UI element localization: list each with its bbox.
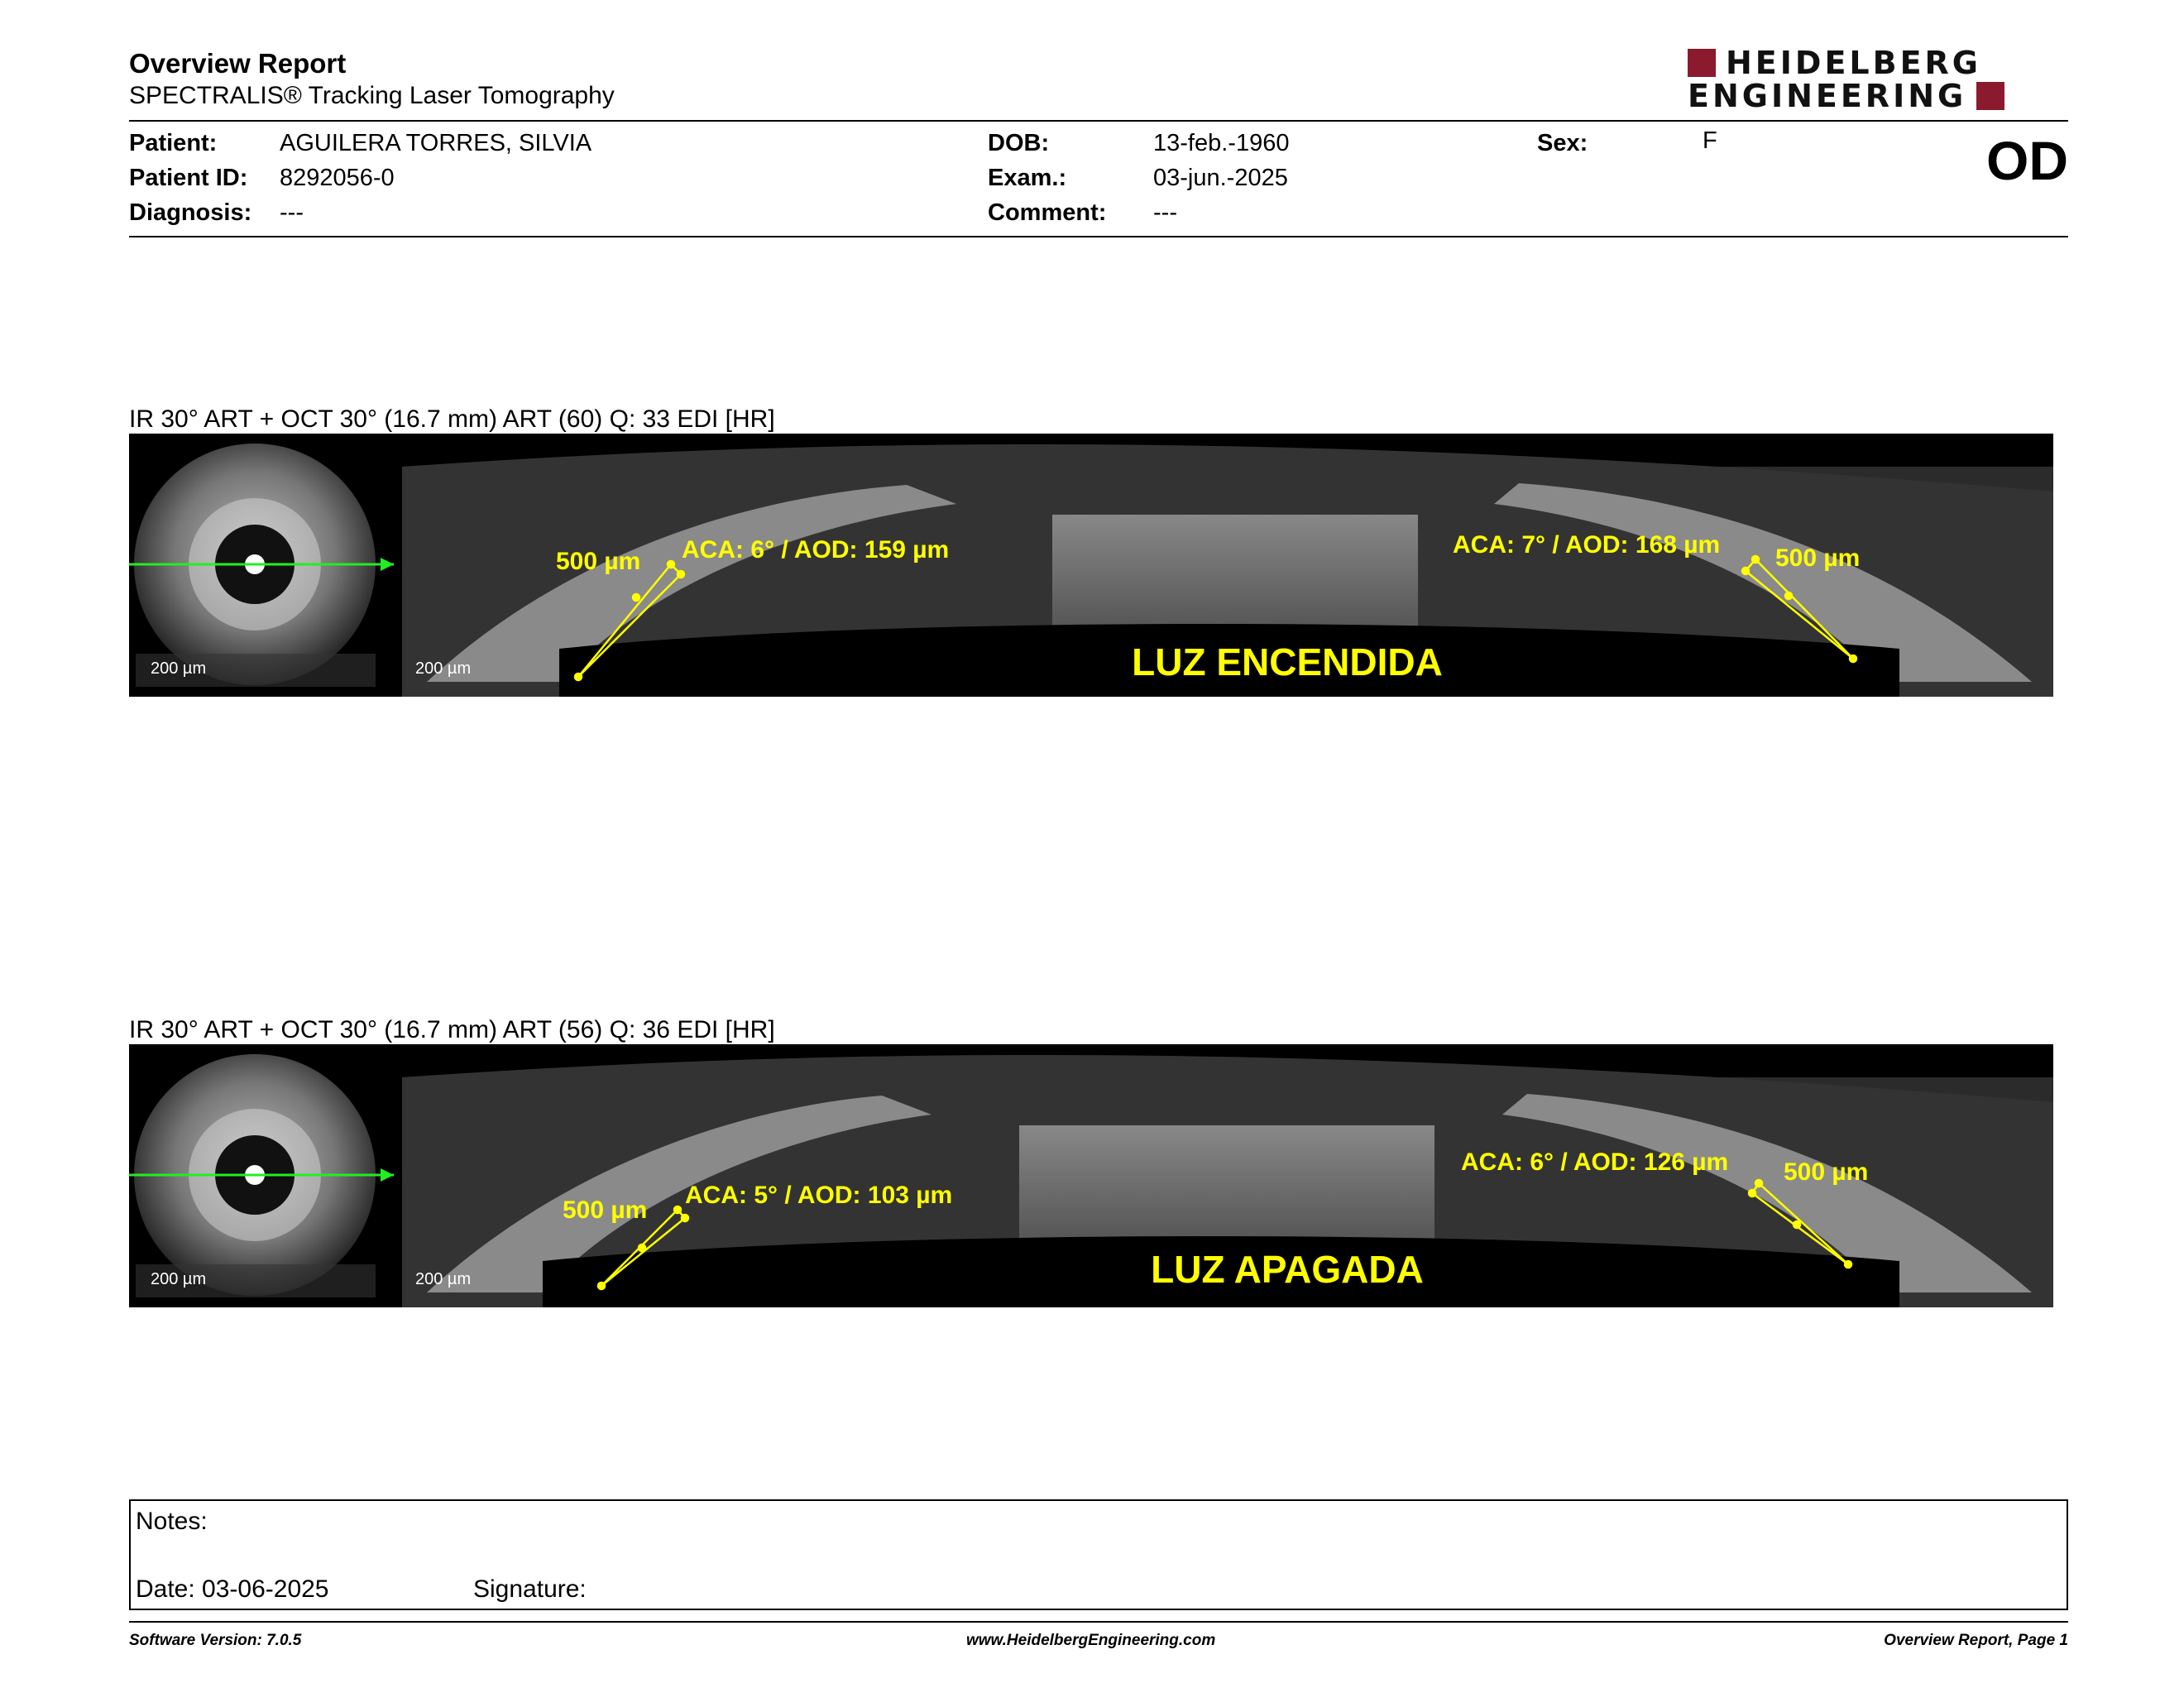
comment-label: Comment: xyxy=(988,199,1107,226)
patient-id-label: Patient ID: xyxy=(129,165,248,191)
patient-name: AGUILERA TORRES, SILVIA xyxy=(280,130,592,156)
eye-indicator: OD xyxy=(1986,130,2068,191)
diagnosis-value: --- xyxy=(280,199,304,226)
software-version: Software Version: 7.0.5 xyxy=(129,1632,302,1649)
right-angle-measure: ACA: 6° / AOD: 126 µm xyxy=(1461,1149,1729,1176)
patient-divider xyxy=(129,236,2068,237)
logo-square-icon xyxy=(1688,49,1716,77)
oct-scan-image xyxy=(129,434,2053,697)
right-angle-measure: ACA: 7° / AOD: 168 µm xyxy=(1453,531,1721,559)
left-distance-label: 500 µm xyxy=(556,548,641,575)
exam-label: Exam.: xyxy=(988,165,1067,191)
right-distance-label: 500 µm xyxy=(1784,1158,1869,1186)
diagnosis-label: Diagnosis: xyxy=(129,199,252,226)
heidelberg-logo xyxy=(1688,46,2068,117)
ir-image xyxy=(129,1054,394,1297)
exam-value: 03-jun.-2025 xyxy=(1153,165,1288,191)
notes-box[interactable] xyxy=(129,1499,2068,1610)
left-angle-measure: ACA: 6° / AOD: 159 µm xyxy=(682,536,950,563)
left-angle-measure: ACA: 5° / AOD: 103 µm xyxy=(685,1182,953,1209)
date-label: Date: 03-06-2025 xyxy=(136,1575,329,1603)
dob-label: DOB: xyxy=(988,130,1050,156)
website-link[interactable]: www.HeidelbergEngineering.com xyxy=(966,1632,1216,1649)
ir-scale-label: 200 µm xyxy=(151,659,207,678)
oct-scan-panel xyxy=(129,1044,2053,1307)
patient-label: Patient: xyxy=(129,130,218,156)
left-distance-label: 500 µm xyxy=(563,1196,648,1224)
scan-caption: LUZ ENCENDIDA xyxy=(1132,640,1443,683)
oct-scale-label: 200 µm xyxy=(415,659,472,678)
logo-line1: HEIDELBERG xyxy=(1726,45,1981,81)
logo-square-icon xyxy=(1976,82,2004,110)
oct-scale-label: 200 µm xyxy=(415,1270,472,1288)
ir-image xyxy=(129,444,394,687)
dob-value: 13-feb.-1960 xyxy=(1153,130,1290,156)
oct-scan-panel xyxy=(129,434,2053,697)
scan-title: IR 30° ART + OCT 30° (16.7 mm) ART (60) Q: 33 EDI [HR] xyxy=(129,405,775,433)
scan-caption: LUZ APAGADA xyxy=(1151,1248,1424,1291)
oct-scan-image xyxy=(129,1044,2053,1307)
scan-arrow-icon xyxy=(381,1168,394,1182)
scan-arrow-icon xyxy=(381,558,394,571)
sex-label: Sex: xyxy=(1537,130,1588,156)
report-subtitle: SPECTRALIS® Tracking Laser Tomography xyxy=(129,82,615,109)
signature-label: Signature: xyxy=(473,1575,587,1603)
logo-line2: ENGINEERING xyxy=(1688,78,1967,114)
notes-label: Notes: xyxy=(136,1508,208,1535)
patient-id: 8292056-0 xyxy=(280,165,395,191)
header-divider xyxy=(129,120,2068,122)
scan-title: IR 30° ART + OCT 30° (16.7 mm) ART (56) Q: 36 EDI [HR] xyxy=(129,1016,775,1043)
ir-scale-label: 200 µm xyxy=(151,1270,207,1288)
right-distance-label: 500 µm xyxy=(1775,544,1861,572)
report-title: Overview Report xyxy=(129,48,347,79)
footer-divider xyxy=(129,1621,2068,1623)
page-info: Overview Report, Page 1 xyxy=(1884,1632,2068,1649)
sex-value: F xyxy=(1703,127,1717,154)
comment-value: --- xyxy=(1153,199,1177,226)
